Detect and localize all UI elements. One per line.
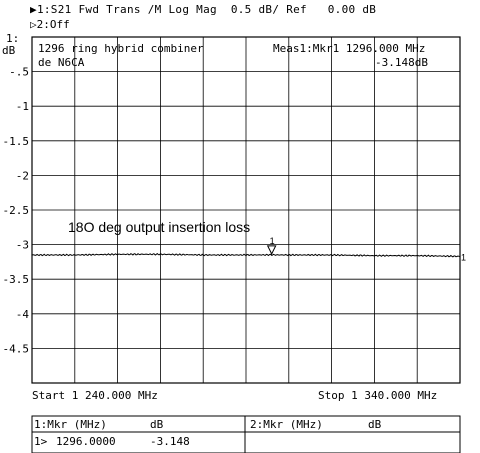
top-axis-label: 1: <box>6 32 20 45</box>
trace-point <box>245 254 246 255</box>
mkr2-header: 2:Mkr (MHz) <box>250 418 323 431</box>
trace-point <box>374 255 375 256</box>
y-tick-label: -4 <box>15 307 29 321</box>
mkr1-index: 1> <box>34 435 48 448</box>
mkr1-freq: 1296.0000 <box>56 435 116 448</box>
mkr1-unit: dB <box>150 418 164 431</box>
trace2-marker-icon: ▷ <box>30 18 37 31</box>
trace-point <box>160 254 161 255</box>
trace-point <box>288 254 289 255</box>
marker-label: 1 <box>269 235 275 246</box>
y-tick-label: -3.5 <box>2 273 29 287</box>
annotation: 18O deg output insertion loss <box>68 219 251 235</box>
chart-title: 1296 ring hybrid combiner <box>38 42 204 55</box>
chart-subtitle: de N6CA <box>38 56 85 69</box>
trace-point <box>331 254 332 255</box>
y-tick-label: -.5 <box>9 65 29 79</box>
mkr1-value: -3.148 <box>150 435 190 448</box>
trace-point <box>417 255 418 256</box>
trace-end-label: 1 <box>461 252 467 263</box>
y-tick-label: -1 <box>15 100 29 114</box>
meas-label: Meas1:Mkr1 1296.000 MHz <box>273 42 426 55</box>
y-tick-label: -2 <box>15 169 29 183</box>
y-tick-labels <box>3 66 30 356</box>
y-tick-label: -2.5 <box>2 204 29 217</box>
trace-point <box>31 254 32 255</box>
trace2-status: 2:Off <box>36 18 70 31</box>
trace-point <box>117 254 118 255</box>
trace1-format: S21 Fwd Trans /M Log Mag <box>50 3 217 16</box>
meas-value: -3.148dB <box>375 56 428 69</box>
start-label: Start 1 240.000 MHz <box>32 389 158 402</box>
active-trace-marker-icon: ▶ <box>30 3 37 16</box>
y-tick-label: -4.5 <box>2 342 29 356</box>
scale-readout: 0.5 dB/ Ref <box>230 3 307 16</box>
y-axis-label: dB <box>2 44 16 57</box>
marker-1-icon <box>268 246 276 254</box>
ref-readout: 0.00 dB <box>327 3 377 16</box>
mkr2-unit: dB <box>368 418 382 431</box>
y-tick-label: -3 <box>15 238 29 252</box>
trace1-prefix: 1: <box>36 3 51 16</box>
trace-point <box>74 254 75 255</box>
chart-grid <box>32 37 460 383</box>
mkr1-header: 1:Mkr (MHz) <box>34 418 107 431</box>
y-tick-label: -1.5 <box>2 134 29 148</box>
stop-label: Stop 1 340.000 MHz <box>318 389 438 402</box>
trace-point <box>203 254 204 255</box>
